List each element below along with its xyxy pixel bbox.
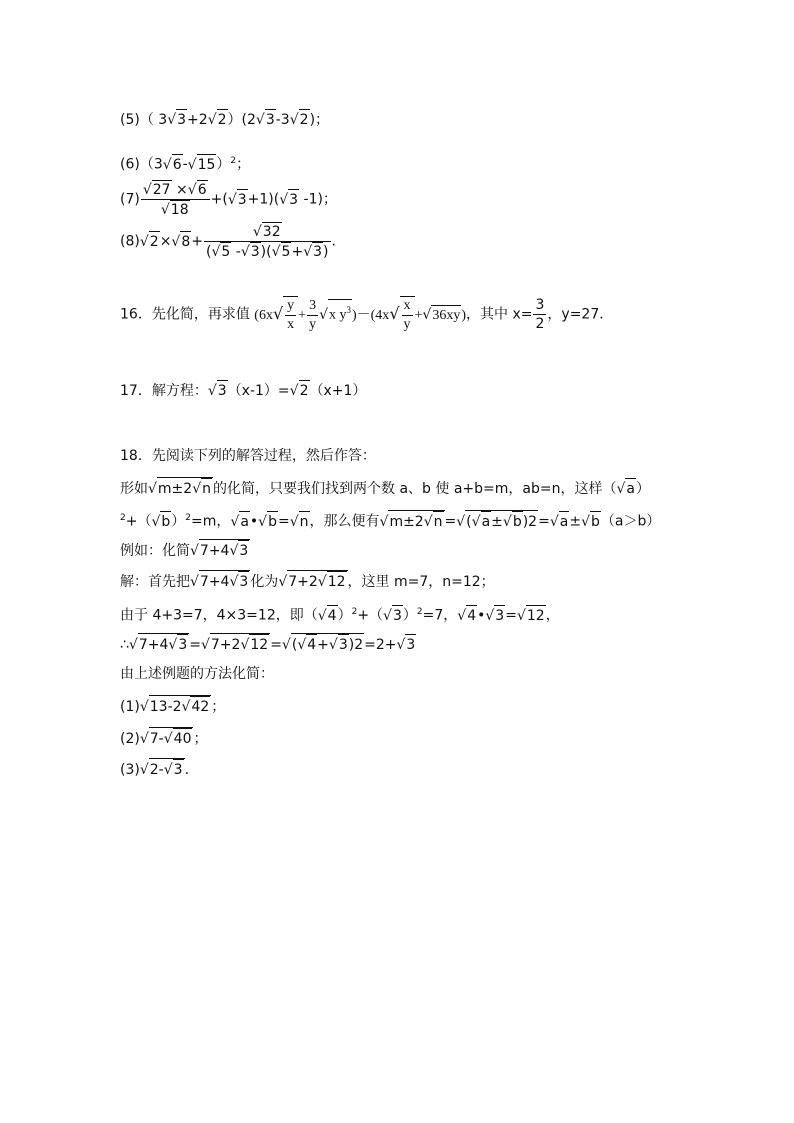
question-16: 16．先化简，再求值 (6x√ $\frac{y}{x}$ + $\frac{3}{y}$ √x $y^3)-(4x√$ $\frac{x}{y}$ +√36xy)，其中 x= $\frac{3}{2}$ ，y=27． xyxy=(120,297,614,333)
question-18-title: 18．先阅读下列的解答过程，然后作答： xyxy=(120,448,376,464)
problem-5: (5)（ 3√3+2√2）(2√3-3√2)； xyxy=(120,109,329,130)
q18-line-6: ∴√7+4√3 =√7+2√12 =√(√4+√3)2=2+√3 xyxy=(120,633,416,655)
q18-line-7: 由上述例题的方法化简： xyxy=(120,666,274,682)
q18-line-3: 例如：化简√7+4√3 xyxy=(120,539,250,561)
q18-line-5: 由于 4+3=7，4×3=12，即$(√4)^2+(√3)^2=7$，√4•√3=√12， xyxy=(120,602,560,626)
sub-problem-2: (2)√7-√40 ； xyxy=(120,727,207,749)
q18-line-1: 形如√m±2√n 的化简，只要我们找到两个数 a、b 使 a+b=m，ab=n，这样（√a） xyxy=(120,477,650,499)
fraction-8: $\frac{√32}{(√5 -√3)(√5+√3)}$ xyxy=(206,224,329,260)
problem-8: (8)√2×√8+ $\frac{√32}{(√5 -√3)(√5+√3)}$ . xyxy=(120,224,336,260)
question-17: 17．解方程：√3（x-1）=√2（x+1） xyxy=(120,380,366,401)
problem-6: $(6)(3√6-√15)^2$； xyxy=(120,151,250,175)
fraction-7: $\frac{√27 \times√6}{√18}$ xyxy=(141,180,210,219)
sub-problem-3: (3)√2-√3 . xyxy=(120,758,189,780)
sub-problem-1: (1)√13-2√42 ； xyxy=(120,695,225,717)
problem-7: (7) $\frac{√27 \times√6}{√18}$ +(√3+1)(√3 -1)； xyxy=(120,182,337,218)
q18-line-4: 解：首先把√7+4√3 化为√7+2√12 ，这里 m=7，n=12； xyxy=(120,570,495,592)
q18-line-2: $^2+(√b)^2=m$，√a•√b=√n，那么便有√m±2√n =√(√a±√b)2=√a±√b（a＞b） xyxy=(120,508,660,532)
